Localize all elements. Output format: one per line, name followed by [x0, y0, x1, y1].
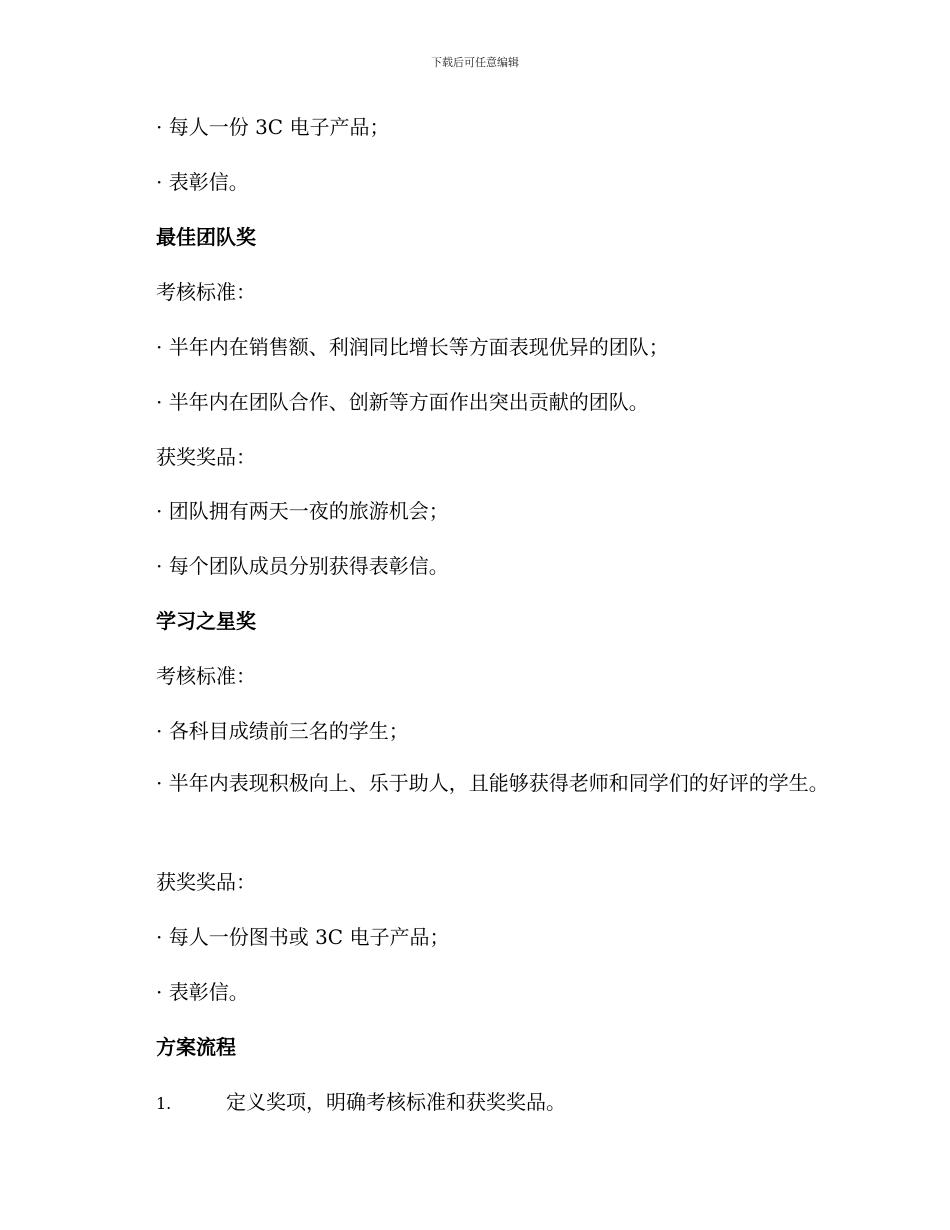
step-number: 1. — [156, 1094, 172, 1113]
numbered-step — [156, 1088, 566, 1118]
bullet-item: · 半年内在销售额、利润同比增长等方面表现优异的团队； — [156, 335, 669, 359]
prize-label: 获奖奖品： — [156, 870, 256, 894]
bullet-item: · 团队拥有两天一夜的旅游机会； — [156, 499, 449, 523]
bullet-item: · 半年内在团队合作、创新等方面作出突出贡献的团队。 — [156, 390, 649, 414]
bullet-item: · 每人一份图书或 3C 电子产品； — [156, 925, 450, 949]
section-heading-best-team: 最佳团队奖 — [156, 225, 256, 249]
bullet-item: · 表彰信。 — [156, 170, 249, 194]
bullet-item: · 表彰信。 — [156, 980, 249, 1004]
bullet-item: · 每人一份 3C 电子产品； — [156, 115, 390, 139]
section-heading-process: 方案流程 — [156, 1035, 236, 1059]
bullet-item: · 各科目成绩前三名的学生； — [156, 719, 409, 743]
criteria-label: 考核标准： — [156, 664, 256, 688]
page-header-note: 下载后可任意编辑 — [431, 56, 519, 69]
step-text: 定义奖项，明确考核标准和获奖奖品。 — [226, 1090, 566, 1114]
section-heading-study-star: 学习之星奖 — [156, 609, 256, 633]
criteria-label: 考核标准： — [156, 280, 256, 304]
bullet-item-wrapped: · 半年内表现积极向上、乐于助人，且能够获得老师和同学们的好评的学生。 — [156, 771, 829, 795]
bullet-item: · 每个团队成员分别获得表彰信。 — [156, 554, 449, 578]
prize-label: 获奖奖品： — [156, 445, 256, 469]
